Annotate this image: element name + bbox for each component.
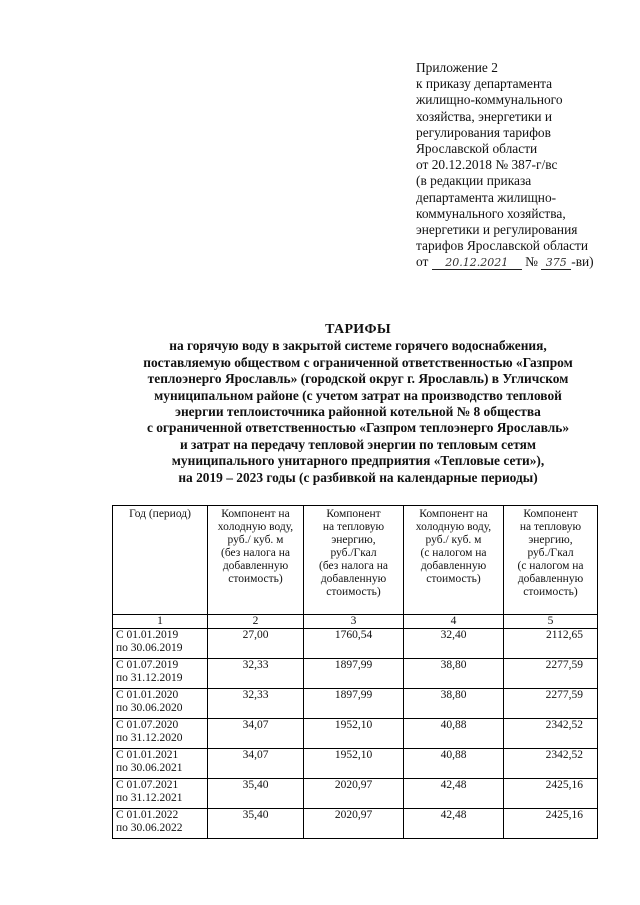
header-cold-vat: Компонент на холодную воду, руб./ куб. м (с налогом на добавленную стоимость): [404, 506, 504, 615]
cold-vat-cell: 38,80: [404, 689, 504, 719]
tariffs-table: [112, 505, 598, 839]
appendix-line: жилищно-коммунального: [416, 92, 563, 108]
table-row: [113, 719, 598, 749]
heat-vat-cell: 2342,52: [504, 749, 598, 779]
cold-no-vat-cell: 35,40: [208, 779, 304, 809]
appendix-amendment-line: [416, 254, 631, 270]
table-row: [113, 779, 598, 809]
cold-vat-cell: 42,48: [404, 779, 504, 809]
heat-vat-cell: 2425,16: [504, 779, 598, 809]
period-cell: С 01.01.2020 по 30.06.2020: [113, 689, 208, 719]
appendix-line: энергетики и регулирования: [416, 222, 578, 238]
title-line: муниципального унитарного предприятия «Тепловые сети»),: [171, 453, 545, 469]
heat-vat-cell: 2277,59: [504, 659, 598, 689]
column-number: 3: [304, 615, 404, 629]
title-line: муниципальном районе (с учетом затрат на производство тепловой: [154, 387, 562, 403]
heat-no-vat-cell: 1952,10: [304, 719, 404, 749]
appendix-line: департамента жилищно-: [416, 189, 557, 205]
table-row: [113, 809, 598, 839]
title-line: на 2019 – 2023 годы (с разбивкой на календарные периоды): [178, 469, 538, 485]
period-cell: С 01.01.2022 по 30.06.2022: [113, 809, 208, 839]
appendix-line: к приказу департамента: [416, 76, 553, 92]
appendix-line: хозяйства, энергетики и: [416, 108, 553, 124]
heat-vat-cell: 2425,16: [504, 809, 598, 839]
title-line: с ограниченной ответственностью «Газпром теплоэнерго Ярославль»: [146, 420, 570, 436]
table-row: [113, 749, 598, 779]
column-number: 2: [208, 615, 304, 629]
period-cell: С 01.07.2020 по 31.12.2020: [113, 719, 208, 749]
heat-vat-cell: 2277,59: [504, 689, 598, 719]
cold-vat-cell: 38,80: [404, 659, 504, 689]
table-row: [113, 629, 598, 659]
title-line: поставляемую обществом с ограниченной ответственностью «Газпром: [143, 354, 573, 370]
document-title: [108, 322, 608, 486]
header-cold-no-vat: Компонент на холодную воду, руб./ куб. м (без налога на добавленную стоимость): [208, 506, 304, 615]
column-number-row: [113, 615, 598, 629]
cold-no-vat-cell: 35,40: [208, 809, 304, 839]
cold-vat-cell: 40,88: [404, 749, 504, 779]
appendix-line: коммунального хозяйства,: [416, 205, 566, 221]
period-cell: С 01.01.2019 по 30.06.2019: [113, 629, 208, 659]
header-period: Год (период): [113, 506, 208, 615]
table-header-row: [113, 506, 598, 615]
title-line: на горячую воду в закрытой системе горячего водоснабжения,: [169, 338, 547, 354]
heat-no-vat-cell: 2020,97: [304, 779, 404, 809]
appendix-line: (в редакции приказа: [416, 173, 532, 189]
title-line: теплоэнерго Ярославль» (городской округ г. Ярославль) в Угличском: [147, 371, 569, 387]
column-number: 5: [504, 615, 598, 629]
handwritten-number: 375: [541, 256, 571, 270]
appendix-line: регулирования тарифов: [416, 124, 551, 140]
cold-no-vat-cell: 27,00: [208, 629, 304, 659]
number-suffix: -ви): [571, 254, 594, 270]
appendix-header: [416, 60, 631, 271]
appendix-line: от 20.12.2018 № 387-г/вс: [416, 157, 558, 173]
heat-no-vat-cell: 1952,10: [304, 749, 404, 779]
title-heading: ТАРИФЫ: [325, 322, 391, 337]
appendix-line: Приложение 2: [416, 60, 498, 75]
date-prefix: от: [416, 254, 429, 270]
period-cell: С 01.07.2019 по 31.12.2019: [113, 659, 208, 689]
handwritten-date: 20.12.2021: [432, 256, 522, 270]
heat-no-vat-cell: 1897,99: [304, 689, 404, 719]
cold-no-vat-cell: 32,33: [208, 689, 304, 719]
period-cell: С 01.07.2021 по 31.12.2021: [113, 779, 208, 809]
column-number: 4: [404, 615, 504, 629]
heat-vat-cell: 2342,52: [504, 719, 598, 749]
title-line: энергии теплоисточника районной котельной № 8 общества: [175, 404, 541, 420]
cold-vat-cell: 32,40: [404, 629, 504, 659]
cold-no-vat-cell: 32,33: [208, 659, 304, 689]
cold-no-vat-cell: 34,07: [208, 749, 304, 779]
heat-no-vat-cell: 2020,97: [304, 809, 404, 839]
number-sign: №: [525, 254, 538, 270]
heat-vat-cell: 2112,65: [504, 629, 598, 659]
table-row: [113, 659, 598, 689]
appendix-line: Ярославской области: [416, 141, 538, 157]
appendix-line: тарифов Ярославской области: [416, 238, 589, 254]
heat-no-vat-cell: 1760,54: [304, 629, 404, 659]
title-line: и затрат на передачу тепловой энергии по тепловым сетям: [179, 436, 536, 452]
cold-vat-cell: 42,48: [404, 809, 504, 839]
table-row: [113, 689, 598, 719]
header-heat-no-vat: Компонент на тепловую энергию, руб./Гкал (без налога на добавленную стоимость): [304, 506, 404, 615]
header-heat-vat: Компонент на тепловую энергию, руб./Гкал (с налогом на добавленную стоимость): [504, 506, 598, 615]
period-cell: С 01.01.2021 по 30.06.2021: [113, 749, 208, 779]
cold-vat-cell: 40,88: [404, 719, 504, 749]
column-number: 1: [113, 615, 208, 629]
heat-no-vat-cell: 1897,99: [304, 659, 404, 689]
cold-no-vat-cell: 34,07: [208, 719, 304, 749]
